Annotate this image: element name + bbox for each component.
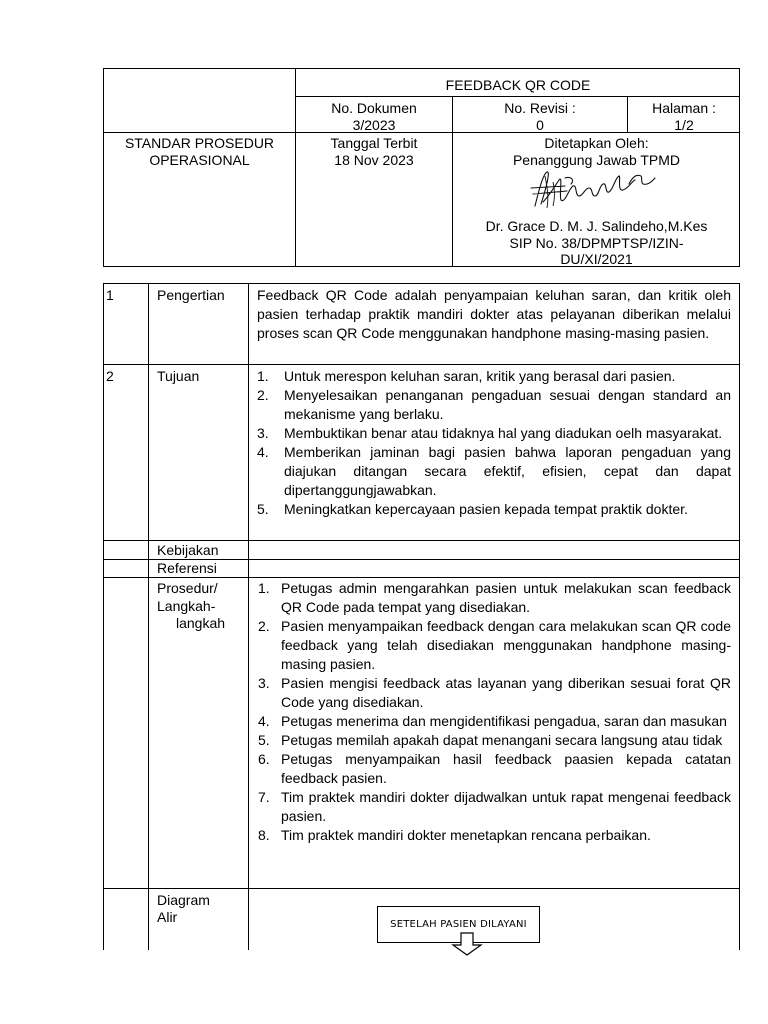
table-divider (248, 283, 249, 950)
signature-image (525, 166, 665, 214)
down-arrow-icon (450, 932, 484, 956)
tujuan-label: Tujuan (157, 368, 200, 384)
prosedur-label-line1: Prosedur/ (157, 580, 218, 596)
pengertian-text: Feedback QR Code adalah penyampaian keluhan saran, dan kritik oleh pasien terhadap praktik mandiri dokter atas pelayanan diberikan melalui proses scan QR Code menggunakan handphone masing-masing pasien. (257, 287, 731, 341)
list-item: 8. Tim praktek mandiri dokter menetapkan rencana perbaikan. (258, 827, 651, 843)
tujuan-list (257, 367, 731, 519)
no-revisi-value: 0 (536, 117, 544, 133)
header-divider (295, 96, 740, 97)
row-number: 1 (106, 287, 114, 303)
prosedur-label-line2: Langkah- (157, 598, 216, 614)
list-item: 3. Membuktikan benar atau tidaknya hal yang diadukan oelh masyarakat. (257, 425, 723, 441)
table-divider (103, 364, 740, 365)
signer-name: Dr. Grace D. M. J. Salindeho,M.Kes (485, 218, 708, 234)
halaman-value: 1/2 (674, 117, 694, 133)
list-item: 1. Untuk merespon keluhan saran, kritik yang berasal dari pasien. (257, 368, 676, 384)
doc-type-line1: STANDAR PROSEDUR (124, 135, 275, 151)
diagram-label-line2: Alir (157, 909, 178, 925)
diagram-label-line1: Diagram (157, 892, 210, 908)
list-item: 6. Petugas menyampaikan hasil feedback paasien kepada catatan feedback pasien. (258, 751, 731, 786)
prosedur-label-line3: langkah (176, 615, 226, 631)
flowchart-start-text: SETELAH PASIEN DILAYANI (390, 919, 527, 930)
list-item: 2. Pasien menyampaikan feedback dengan cara melakukan scan QR code feedback yang telah disediakan menggunakan handphone masing-masing pasien. (258, 618, 731, 672)
ditetapkan-role: Penanggung Jawab TPMD (512, 152, 681, 168)
list-item: 5. Meningkatkan kepercayaan pasien kepada tempat praktik dokter. (257, 501, 688, 517)
halaman-label: Halaman : (652, 100, 716, 116)
no-dokumen-value: 3/2023 (352, 117, 396, 133)
ditetapkan-label: Ditetapkan Oleh: (544, 135, 649, 151)
prosedur-list (258, 579, 731, 845)
kebijakan-label: Kebijakan (157, 542, 219, 558)
no-dokumen-label: No. Dokumen (331, 100, 417, 116)
list-item: 1. Petugas admin mengarahkan pasien untuk melakukan scan feedback QR Code pada tempat yang disediakan. (258, 580, 731, 615)
list-item: 4. Memberikan jaminan bagi pasien bahwa laporan pengaduan yang diajukan ditangan secara efektif, efisien, cepat dan dapat dipertanggungjawabkan. (257, 444, 731, 498)
list-item: 7. Tim praktek mandiri dokter dijadwalkan untuk rapat mengenai feedback pasien. (258, 789, 731, 824)
document-title: FEEDBACK QR CODE (445, 77, 591, 93)
list-item: 5. Petugas memilah apakah dapat menangani secara langsung atau tidak (258, 732, 723, 748)
list-item: 3. Pasien mengisi feedback atas layanan yang diberikan sesuai forat QR Code yang disediakan. (258, 675, 731, 710)
doc-type-line2: OPERASIONAL (149, 152, 250, 168)
list-item: 4. Petugas menerima dan mengidentifikasi pengadua, saran dan masukan (258, 713, 727, 729)
signer-sip-line1: SIP No. 38/DPMPTSP/IZIN- (509, 235, 684, 251)
list-item: 2. Menyelesaikan penanganan pengaduan sesuai dengan standard an mekanisme yang berlaku. (257, 387, 731, 422)
tanggal-label: Tanggal Terbit (330, 135, 418, 151)
tanggal-value: 18 Nov 2023 (334, 152, 414, 168)
pengertian-label: Pengertian (157, 287, 225, 303)
referensi-label: Referensi (157, 560, 217, 576)
row-number: 2 (106, 368, 114, 384)
no-revisi-label: No. Revisi : (504, 100, 576, 116)
signer-sip-line2: DU/XI/2021 (560, 251, 633, 267)
table-divider (148, 283, 149, 950)
table-divider (103, 888, 740, 889)
